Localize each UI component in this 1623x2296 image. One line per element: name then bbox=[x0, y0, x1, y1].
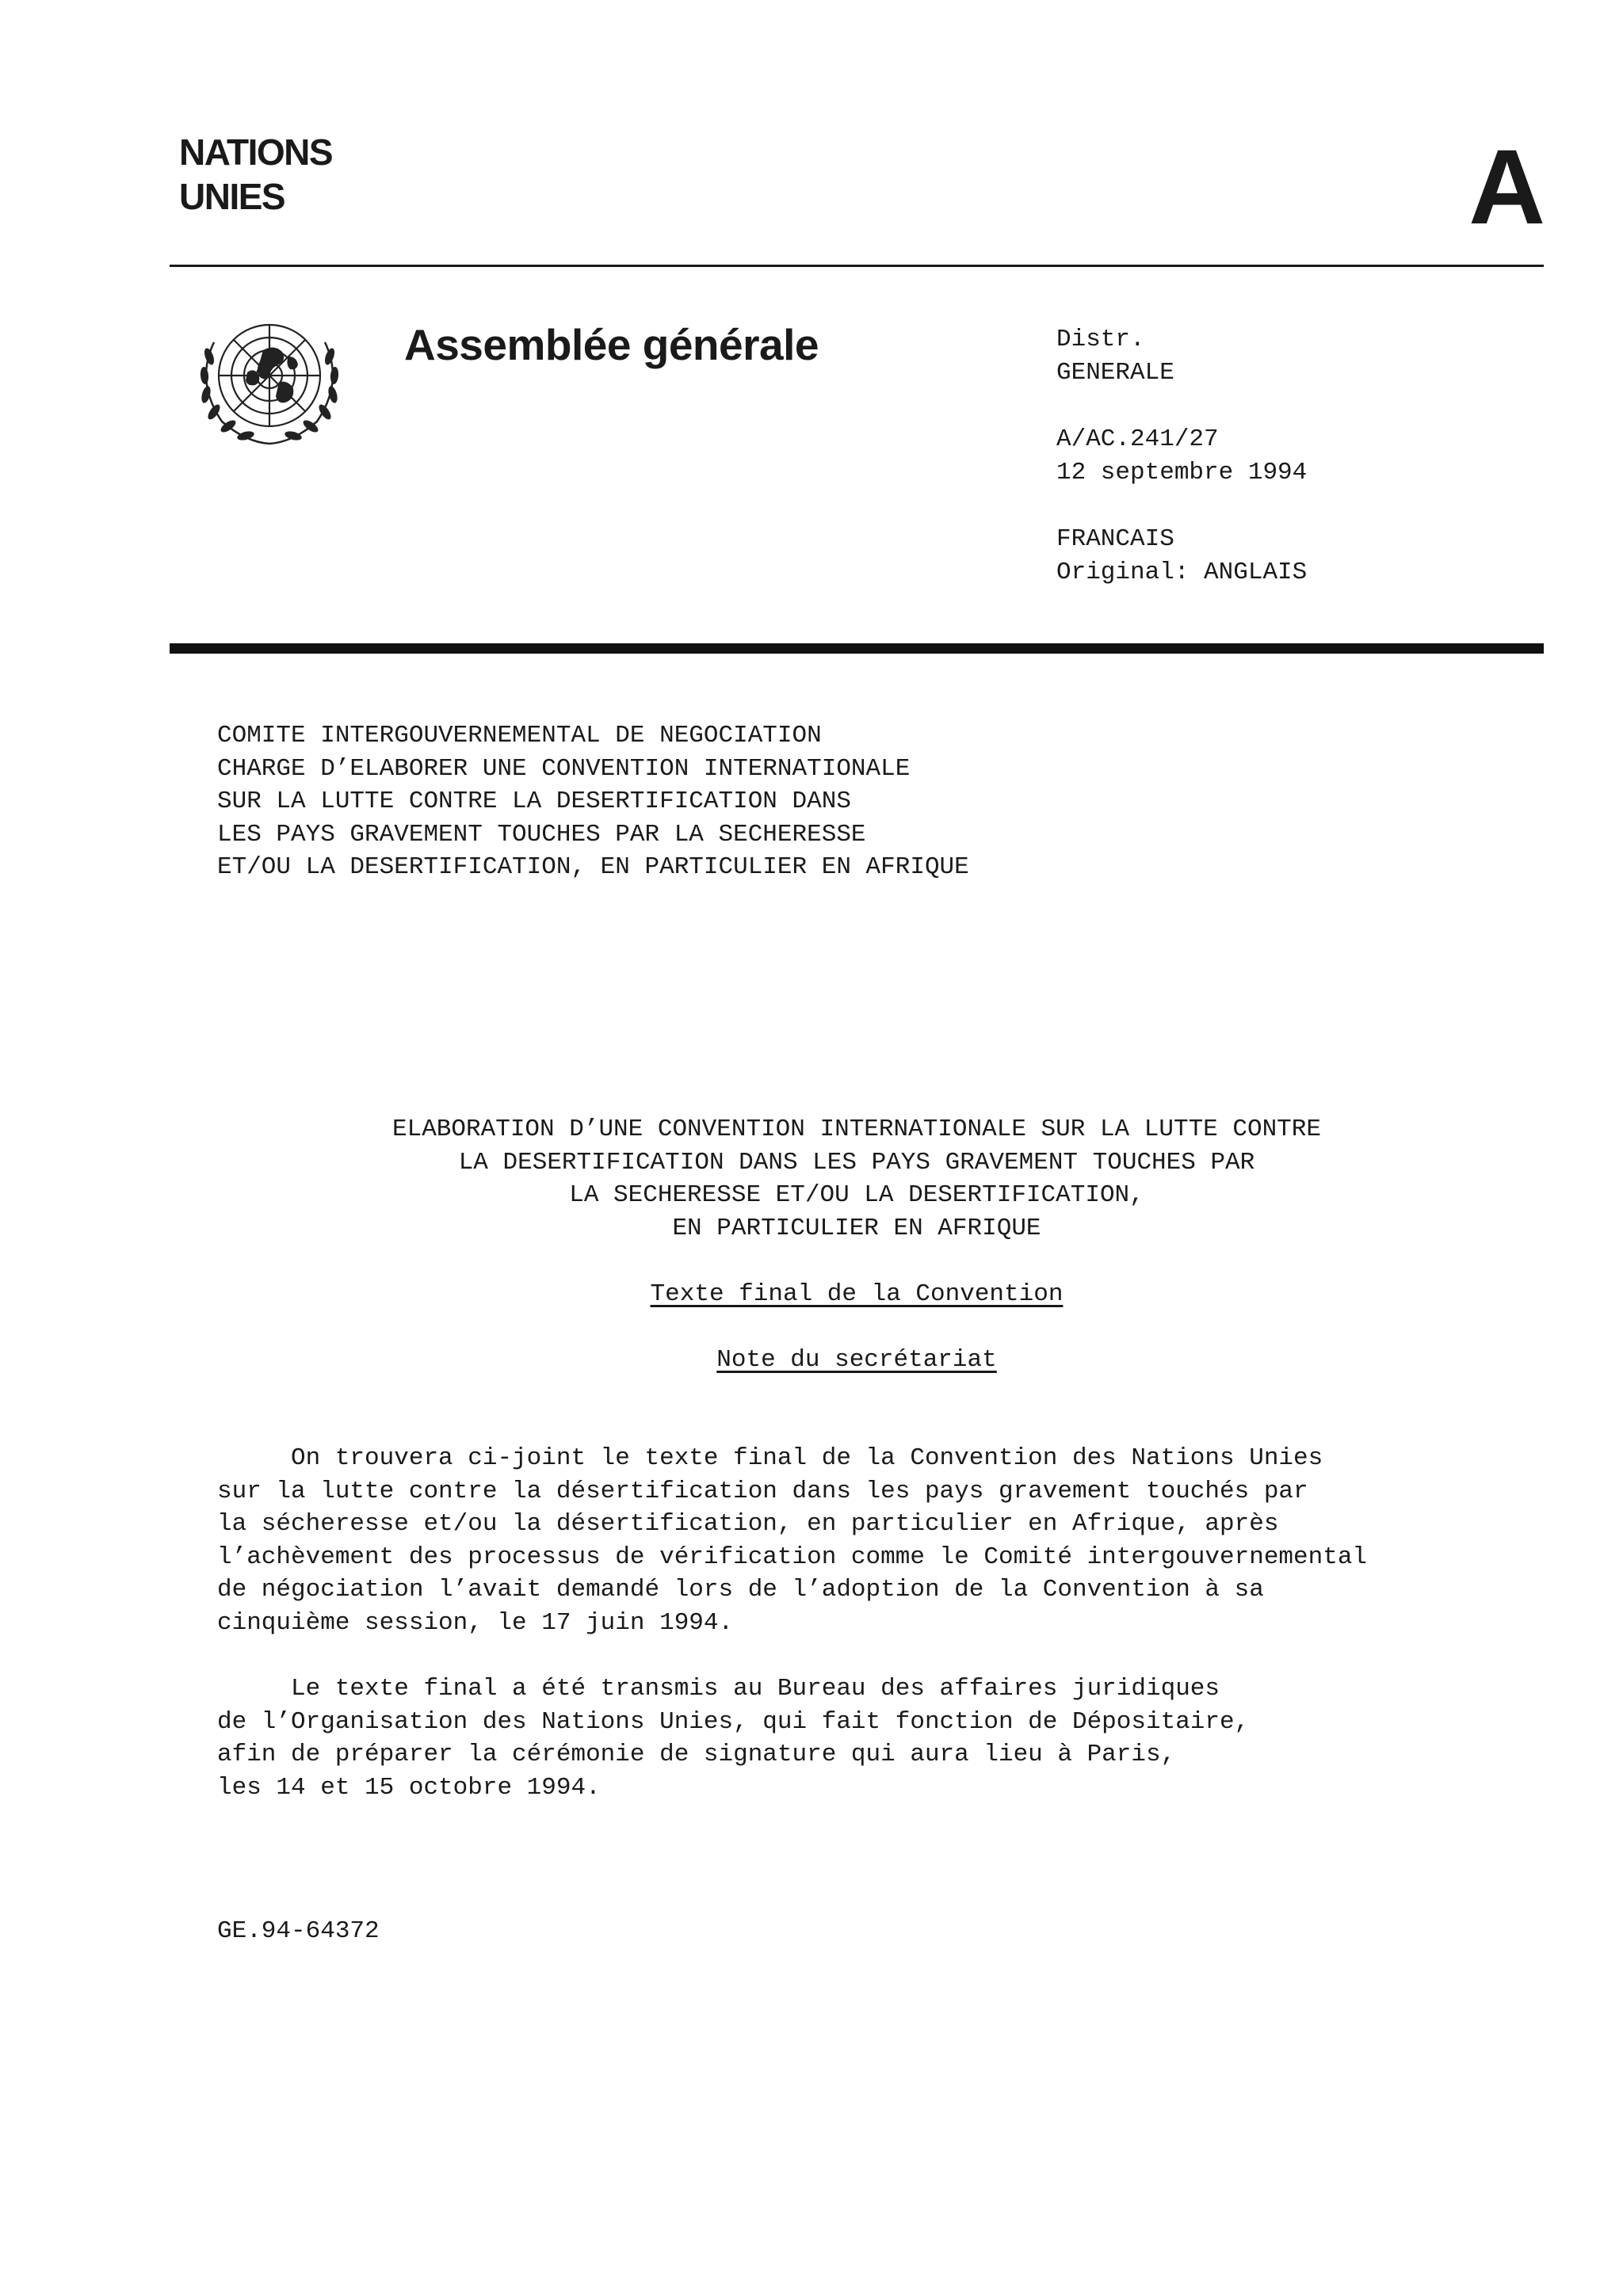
paragraph-line: Le texte final a été transmis au Bureau des affaires juridiques bbox=[217, 1675, 1220, 1703]
committee-line: SUR LA LUTTE CONTRE LA DESERTIFICATION DANS bbox=[217, 788, 851, 815]
subtitle-secretariat-note-label: Note du secrétariat bbox=[716, 1346, 997, 1374]
org-name-line-2: UNIES bbox=[179, 176, 285, 217]
paragraph-line: de négociation l’avait demandé lors de l’adoption de la Convention à sa bbox=[217, 1576, 1264, 1604]
title-line: LA SECHERESSE ET/OU LA DESERTIFICATION, bbox=[569, 1181, 1144, 1209]
document-symbol: A/AC.241/27 bbox=[1056, 425, 1219, 453]
distribution-group bbox=[1056, 323, 1307, 390]
language-group bbox=[1056, 523, 1307, 589]
header-divider bbox=[170, 265, 1544, 267]
committee-line: LES PAYS GRAVEMENT TOUCHES PAR LA SECHERESSE bbox=[217, 820, 866, 849]
symbol-group bbox=[1056, 423, 1307, 490]
body-paragraph-2 bbox=[217, 1672, 1249, 1804]
metadata-divider bbox=[170, 643, 1544, 654]
document-title bbox=[170, 1113, 1544, 1245]
body-paragraph-1 bbox=[217, 1442, 1367, 1639]
subtitle-final-text-label: Texte final de la Convention bbox=[650, 1280, 1064, 1308]
title-line: EN PARTICULIER EN AFRIQUE bbox=[672, 1214, 1041, 1242]
committee-line: CHARGE D’ELABORER UNE CONVENTION INTERNATIONALE bbox=[217, 754, 911, 783]
committee-heading bbox=[217, 719, 969, 884]
committee-line: COMITE INTERGOUVERNEMENTAL DE NEGOCIATION bbox=[217, 722, 822, 749]
paragraph-line: cinquième session, le 17 juin 1994. bbox=[217, 1608, 734, 1637]
paragraph-line: de l’Organisation des Nations Unies, qui fait fonction de Dépositaire, bbox=[217, 1707, 1250, 1736]
document-metadata bbox=[1056, 323, 1307, 623]
subtitle-secretariat-note bbox=[170, 1344, 1544, 1377]
paragraph-line: afin de préparer la cérémonie de signature qui aura lieu à Paris, bbox=[217, 1741, 1176, 1768]
job-number: GE.94-64372 bbox=[217, 1917, 380, 1945]
un-emblem-icon bbox=[190, 311, 349, 450]
document-language: FRANCAIS bbox=[1056, 525, 1174, 553]
paragraph-line: l’achèvement des processus de vérification comme le Comité intergouvernemental bbox=[217, 1543, 1368, 1571]
subtitle-final-text bbox=[170, 1278, 1544, 1311]
org-name-line-1: NATIONS bbox=[179, 132, 333, 173]
committee-line: ET/OU LA DESERTIFICATION, EN PARTICULIER EN AFRIQUE bbox=[217, 853, 969, 881]
paragraph-line: la sécheresse et/ou la désertification, en particulier en Afrique, après bbox=[217, 1510, 1279, 1538]
paragraph-line: sur la lutte contre la désertification dans les pays gravement touchés par bbox=[217, 1477, 1308, 1505]
organization-name bbox=[179, 130, 332, 219]
distribution-level: GENERALE bbox=[1056, 359, 1174, 387]
document-date: 12 septembre 1994 bbox=[1056, 459, 1308, 486]
document-series-letter: A bbox=[1468, 128, 1545, 246]
paragraph-line: les 14 et 15 octobre 1994. bbox=[217, 1773, 601, 1802]
distr-label: Distr. bbox=[1056, 326, 1145, 353]
title-line: LA DESERTIFICATION DANS LES PAYS GRAVEMENT TOUCHES PAR bbox=[458, 1148, 1255, 1177]
original-language: Original: ANGLAIS bbox=[1056, 559, 1308, 586]
organ-title: Assemblée générale bbox=[404, 320, 819, 369]
title-line: ELABORATION D’UNE CONVENTION INTERNATIONALE SUR LA LUTTE CONTRE bbox=[392, 1116, 1321, 1143]
paragraph-line: On trouvera ci-joint le texte final de la Convention des Nations Unies bbox=[217, 1444, 1323, 1472]
